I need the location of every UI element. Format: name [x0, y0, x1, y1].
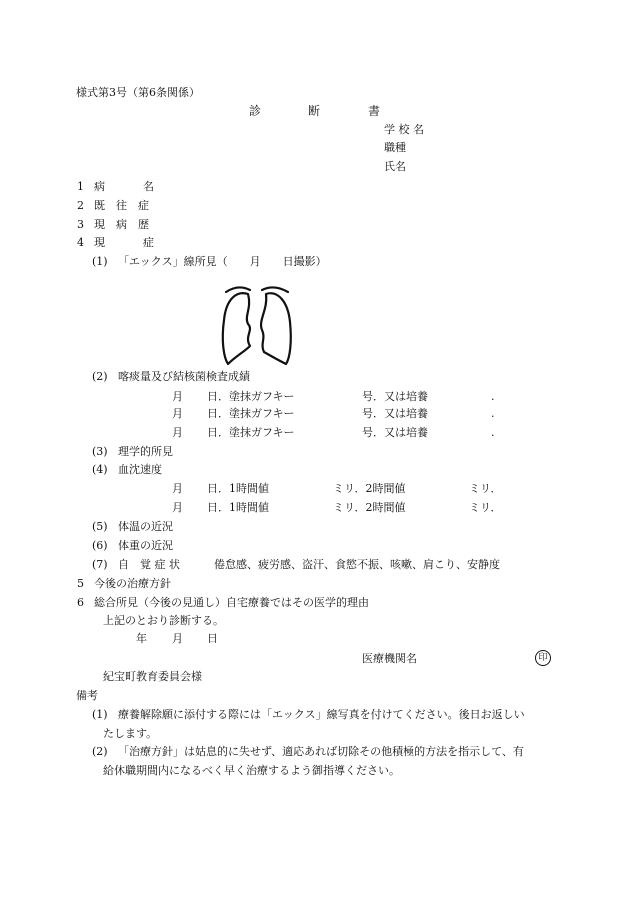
school-field-label: 学 校 名 — [384, 123, 424, 136]
sub-7-label: 自 覚 症 状 — [118, 558, 180, 571]
sputum-row-1-month: 月 — [172, 390, 183, 403]
addressee: 紀宝町教育委員会様 — [103, 670, 202, 683]
sputum-row-3-culture: 号．又は培養 — [362, 426, 428, 439]
name-field-label: 氏名 — [384, 160, 406, 173]
item-5-number: 5 — [77, 577, 84, 590]
item-6-overall-text: 総合所見（今後の見通し）自宅療養ではその医学的理由 — [94, 596, 369, 609]
date-month-label: 月 — [172, 632, 183, 645]
closing-statement: 上記のとおり診断する。 — [103, 614, 224, 627]
sub-1-xray-text: 「エックス」線所見（ 月 日撮影） — [118, 255, 327, 268]
esr-row-2-end: ミリ． — [469, 501, 502, 514]
esr-row-1-month: 月 — [172, 482, 183, 495]
item-3-label: 現 病 歴 — [94, 218, 149, 231]
sub-5-temperature-text: 体温の近況 — [118, 520, 173, 533]
item-2-number: 2 — [77, 199, 84, 212]
seal-mark: 印 — [535, 650, 551, 666]
form-id: 様式第3号（第6条関係） — [76, 86, 200, 99]
item-4-number: 4 — [77, 236, 84, 249]
institution-label: 医療機関名 — [362, 652, 417, 665]
note-2-number: (2) — [92, 745, 108, 758]
sputum-row-1-gaffky: 日．塗抹ガフキー — [207, 390, 295, 403]
notes-heading: 備考 — [76, 689, 98, 702]
sub-7-symptoms: 倦怠感、疲労感、盗汗、食慾不振、咳嗽、肩こり、安静度 — [214, 558, 500, 571]
doc-title-1: 診 — [249, 104, 262, 118]
doc-title-3: 書 — [368, 104, 381, 118]
sputum-row-3-end: . — [491, 426, 495, 439]
esr-row-1-1h: 日．1時間値 — [207, 482, 269, 495]
sub-2-sputum-text: 喀痰量及び結核菌検査成績 — [118, 370, 250, 383]
sub-1-number: (1) — [92, 255, 108, 268]
sputum-row-1-end: . — [491, 390, 495, 403]
note-1-number: (1) — [92, 708, 108, 721]
esr-row-2-month: 月 — [172, 501, 183, 514]
sputum-row-2-gaffky: 日．塗抹ガフキー — [207, 407, 295, 420]
note-1-line-2: たします。 — [103, 727, 158, 740]
sub-3-physical-text: 理学的所見 — [118, 445, 173, 458]
sub-2-number: (2) — [92, 370, 108, 383]
sub-6-weight-text: 体重の近況 — [118, 539, 173, 552]
job-field-label: 職種 — [384, 141, 406, 154]
sub-3-number: (3) — [92, 445, 108, 458]
item-3-number: 3 — [77, 218, 84, 231]
item-4-label-b: 症 — [143, 236, 154, 249]
item-2-label: 既 往 症 — [94, 199, 149, 212]
date-year-label: 年 — [136, 632, 147, 645]
doc-title-2: 断 — [308, 104, 321, 118]
sub-5-number: (5) — [92, 520, 108, 533]
item-6-number: 6 — [77, 596, 84, 609]
sputum-row-2-culture: 号．又は培養 — [362, 407, 428, 420]
item-4-label-a: 現 — [94, 236, 105, 249]
sub-6-number: (6) — [92, 539, 108, 552]
sub-4-esr-text: 血沈速度 — [118, 463, 162, 476]
sputum-row-3-gaffky: 日．塗抹ガフキー — [207, 426, 295, 439]
item-5-treatment-text: 今後の治療方針 — [94, 577, 171, 590]
note-2-line-1: 「治療方針」は姑息的に失せず、適応あれば切除その他積極的方法を指示して、有 — [118, 745, 524, 758]
sputum-row-3-month: 月 — [172, 426, 183, 439]
sputum-row-2-end: . — [491, 407, 495, 420]
esr-row-1-end: ミリ． — [469, 482, 502, 495]
sub-7-number: (7) — [92, 558, 108, 571]
item-1-number: 1 — [77, 180, 84, 193]
note-1-line-1: 療養解除願に添付する際には「エックス」線写真を付けてください。後日お返しい — [118, 708, 525, 721]
sputum-row-2-month: 月 — [172, 407, 183, 420]
lung-diagram — [216, 280, 296, 370]
item-1-label-a: 病 — [94, 180, 105, 193]
item-1-label-b: 名 — [143, 180, 154, 193]
sputum-row-1-culture: 号．又は培養 — [362, 390, 428, 403]
date-day-label: 日 — [207, 632, 218, 645]
esr-row-1-2h: ミリ．2時間値 — [333, 482, 406, 495]
esr-row-2-2h: ミリ．2時間値 — [333, 501, 406, 514]
sub-4-number: (4) — [92, 463, 108, 476]
esr-row-2-1h: 日．1時間値 — [207, 501, 269, 514]
note-2-line-2: 給休職期間内になるべく早く治療するよう御指導ください。 — [103, 764, 400, 777]
